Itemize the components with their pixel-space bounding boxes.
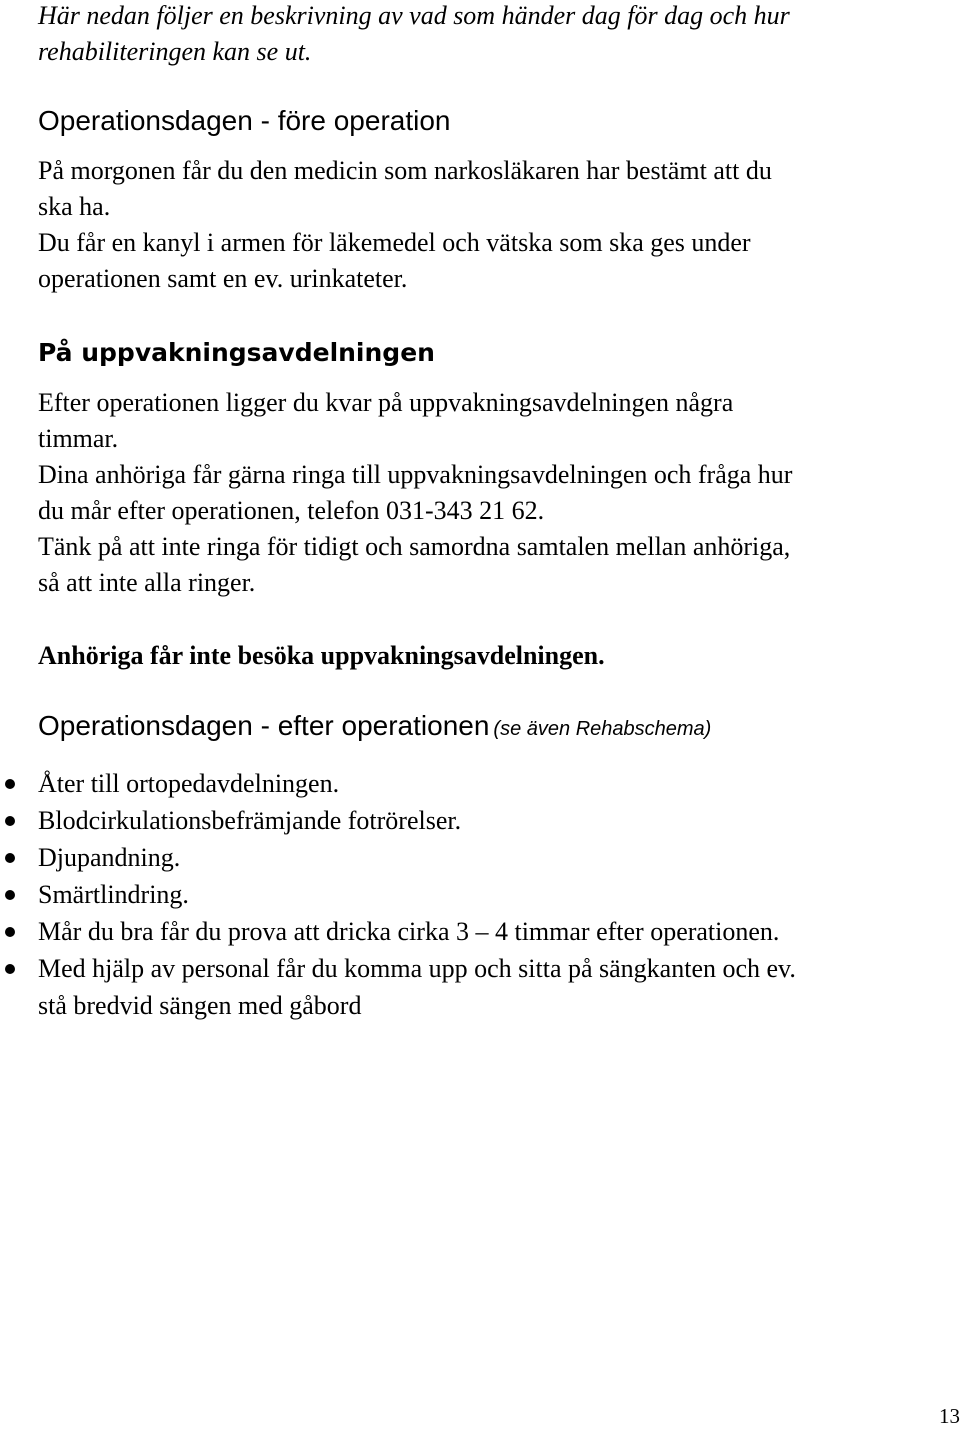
intro-line: Här nedan följer en beskrivning av vad som händer dag för dag och hur: [38, 1, 790, 30]
list-item-text: Djupandning.: [38, 843, 181, 872]
bullet-icon: [5, 816, 15, 826]
section-body-recovery-ward: [38, 385, 958, 601]
bullet-icon: [5, 927, 15, 937]
list-item: [38, 950, 958, 987]
list-item-text: Med hjälp av personal får du komma upp och sitta på sängkanten och ev.: [38, 954, 796, 983]
paragraph-line: Du får en kanyl i armen för läkemedel och vätska som ska ges under: [38, 228, 751, 257]
rehab-schedule-note: (se även Rehabschema): [493, 718, 712, 740]
list-item-text: Blodcirkulationsbefrämjande fotrörelser.: [38, 806, 462, 835]
list-item-text: Åter till ortopedavdelningen.: [38, 769, 340, 798]
after-operation-list: [38, 765, 958, 1024]
paragraph-line: du mår efter operationen, telefon 031-343 21 62.: [38, 496, 545, 525]
paragraph-line: Tänk på att inte ringa för tidigt och samordna samtalen mellan anhöriga,: [38, 532, 791, 561]
list-item: [38, 876, 958, 913]
paragraph-line: På morgonen får du den medicin som narkosläkaren har bestämt att du: [38, 156, 772, 185]
paragraph-line: så att inte alla ringer.: [38, 568, 256, 597]
list-item-text: stå bredvid sängen med gåbord: [38, 991, 362, 1020]
intro-text: [38, 0, 958, 70]
section-heading-before-operation: Operationsdagen - före operation: [38, 105, 451, 136]
list-item: [38, 765, 958, 802]
paragraph-line: Efter operationen ligger du kvar på uppvakningsavdelningen några: [38, 388, 734, 417]
bullet-icon: [5, 964, 15, 974]
list-item: [38, 802, 958, 839]
paragraph-line: ska ha.: [38, 192, 111, 221]
section-heading-after-operation-row: [38, 708, 958, 744]
list-item: [38, 913, 958, 950]
list-item: [38, 839, 958, 876]
bullet-icon: [5, 779, 15, 789]
paragraph-line: operationen samt en ev. urinkateter.: [38, 264, 408, 293]
bullet-icon: [5, 853, 15, 863]
list-item-text: Mår du bra får du prova att dricka cirka 3 – 4 timmar efter operationen.: [38, 917, 780, 946]
bullet-icon: [5, 890, 15, 900]
visitor-notice: Anhöriga får inte besöka uppvakningsavdelningen.: [38, 641, 605, 670]
intro-line: rehabiliteringen kan se ut.: [38, 37, 312, 66]
section-body-before-operation: [38, 153, 958, 297]
section-heading-after-operation: Operationsdagen - efter operationen: [38, 710, 490, 741]
section-heading-recovery-ward: På uppvakningsavdelningen: [38, 338, 435, 367]
list-item-continuation: [38, 987, 958, 1024]
list-item-text: Smärtlindring.: [38, 880, 189, 909]
paragraph-line: timmar.: [38, 424, 119, 453]
paragraph-line: Dina anhöriga får gärna ringa till uppvakningsavdelningen och fråga hur: [38, 460, 793, 489]
page-number: 13: [939, 1404, 960, 1428]
